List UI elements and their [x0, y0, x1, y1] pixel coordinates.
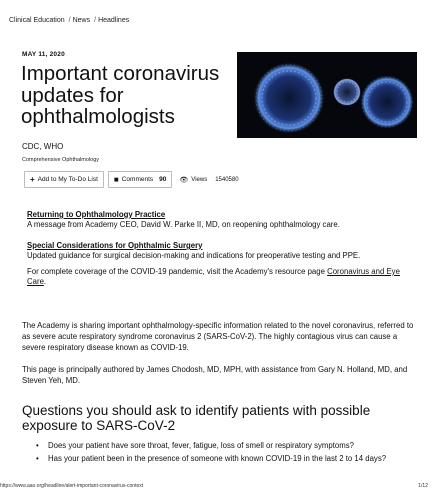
- list-item: • Has your patient been in the presence of someone with known COVID-19 in the last 2 to 14 days?: [36, 453, 416, 464]
- comments-button[interactable]: [108, 171, 173, 188]
- list-item: • Does your patient have sore throat, fever, fatigue, loss of smell or respiratory symptoms?: [36, 440, 416, 451]
- footer-page-number: 1/12: [418, 483, 428, 489]
- add-to-todo-button[interactable]: [24, 171, 104, 188]
- virus-particle-small: [333, 78, 361, 106]
- coverage-end: .: [43, 277, 47, 286]
- breadcrumb-separator: /: [94, 17, 97, 24]
- notice-box: [27, 210, 417, 293]
- breadcrumb-item-headlines[interactable]: Headlines: [98, 17, 130, 24]
- questions-list: [36, 440, 416, 466]
- article-date: MAY 11, 2020: [22, 51, 65, 58]
- questions-heading: Questions you should ask to identify patients with possible exposure to SARS-CoV-2: [22, 403, 371, 433]
- eye-icon: 👁: [179, 176, 189, 184]
- page-title: Important coronavirus updates for ophthalmologists: [21, 62, 220, 128]
- article-section[interactable]: Comprehensive Ophthalmology: [22, 157, 100, 163]
- breadcrumb: [9, 17, 131, 24]
- comments-label: Comments: [121, 176, 154, 183]
- returning-to-practice-link[interactable]: Returning to Ophthalmology Practice: [27, 210, 166, 219]
- views-label: Views: [191, 176, 208, 183]
- views-counter: [179, 176, 238, 184]
- coronavirus-eye-care-link[interactable]: Coronavirus and Eye Care: [27, 267, 400, 286]
- surgery-considerations-text: Updated guidance for surgical decision-making and indications for preoperative testing and PPE.: [27, 251, 361, 260]
- article-actions: [24, 171, 239, 188]
- article-source: CDC, WHO: [22, 142, 64, 151]
- coverage-text: For complete coverage of the COVID-19 pandemic, visit the Academy's resource page: [27, 267, 325, 276]
- breadcrumb-separator: /: [68, 17, 71, 24]
- coronavirus-illustration: [237, 52, 417, 138]
- add-to-todo-label: Add to My To-Do List: [37, 176, 98, 183]
- comments-count: 90: [159, 176, 167, 183]
- returning-to-practice-text: A message from Academy CEO, David W. Parke II, MD, on reopening ophthalmology care.: [27, 220, 340, 229]
- intro-paragraph: The Academy is sharing important ophthalmology-specific information related to the novel coronavirus, referred to as severe acute respiratory syndrome coronavirus 2 (SARS-CoV-2). The highly contagious virus can cause a severe respiratory disease known as COVID-19.: [22, 321, 414, 352]
- comment-icon: ■: [113, 174, 119, 184]
- coronavirus-image: [237, 52, 417, 138]
- breadcrumb-item-news[interactable]: News: [72, 17, 91, 24]
- surgery-considerations-link[interactable]: Special Considerations for Ophthalmic Surgery: [27, 241, 203, 250]
- virus-particle-medium: [360, 75, 414, 129]
- plus-icon: +: [30, 174, 35, 184]
- virus-particle-large: [253, 62, 325, 134]
- breadcrumb-item-clinical-education[interactable]: Clinical Education: [9, 17, 65, 24]
- author-paragraph: This page is principally authored by James Chodosh, MD, MPH, with assistance from Gary N. Holland, MD, and Steven Yeh, MD.: [22, 365, 408, 385]
- footer-url: https://www.aao.org/headline/alert-important-coronavirus-context: [0, 483, 144, 489]
- views-count: 1540580: [215, 176, 239, 183]
